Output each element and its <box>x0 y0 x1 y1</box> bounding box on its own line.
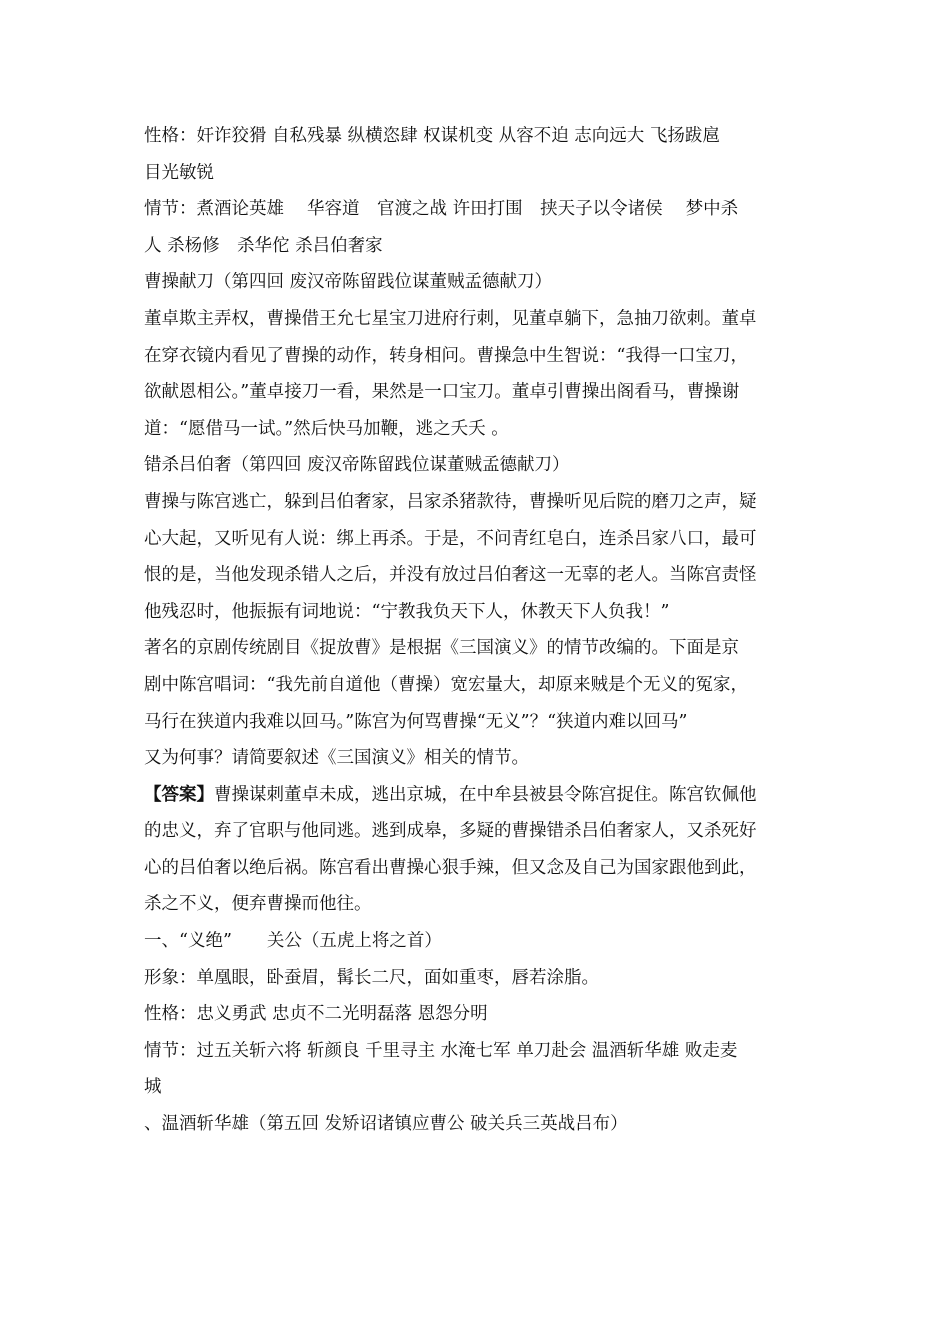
text-line: 曹操与陈宫逃亡，躲到吕伯奢家，吕家杀猪款待，曹操听见后院的磨刀之声，疑 <box>144 491 757 512</box>
text-line: 目光敏锐 <box>144 162 214 183</box>
text-line: 道：“愿借马一试。”然后快马加鞭，逃之夭夭 。 <box>144 418 509 439</box>
answer-text: 曹操谋刺董卓未成，逃出京城，在中牟县被县令陈宫捉住。陈宫钦佩他 <box>214 784 757 805</box>
answer-line: 杀之不义，便弃曹操而他往。 <box>144 894 372 915</box>
document-body <box>144 118 812 1143</box>
answer-line: 的忠义，弃了官职与他同逃。逃到成皋，多疑的曹操错杀吕伯奢家人，又杀死好 <box>144 821 757 842</box>
question-line: 马行在狭道内我难以回马。”陈宫为何骂曹操“无义”？“狭道内难以回马” <box>144 711 688 732</box>
text-line: 情节：过五关斩六将 斩颜良 千里寻主 水淹七军 单刀赴会 温酒斩华雄 败走麦 <box>144 1040 738 1061</box>
text-line: 恨的是，当他发现杀错人之后，并没有放过吕伯奢这一无辜的老人。当陈宫责怪 <box>144 565 757 586</box>
text-line: 形象：单凰眼，卧蚕眉，髯长二尺，面如重枣，唇若涂脂。 <box>144 967 599 988</box>
text-line: 人 杀杨修 杀华佗 杀吕伯奢家 <box>144 235 383 256</box>
section-heading: 曹操献刀（第四回 废汉帝陈留践位谋董贼孟德献刀） <box>144 272 553 293</box>
section-heading: 、温酒斩华雄（第五回 发矫诏诸镇应曹公 破关兵三英战吕布） <box>144 1114 628 1135</box>
text-line: 城 <box>144 1077 162 1098</box>
text-line: 心大起，又听见有人说：绑上再杀。于是，不问青红皂白，连杀吕家八口，最可 <box>144 528 757 549</box>
text-line: 性格：忠义勇武 忠贞不二光明磊落 恩怨分明 <box>144 1004 488 1025</box>
text-line: 情节：煮酒论英雄 华容道 官渡之战 许田打围 挟天子以令诸侯 梦中杀 <box>144 199 739 220</box>
text-line: 他残忍时，他振振有词地说：“宁教我负天下人，休教天下人负我！” <box>144 601 670 622</box>
question-line: 剧中陈宫唱词：“我先前自道他（曹操）宽宏量大，却原来贼是个无义的冤家， <box>144 674 748 695</box>
section-heading: 一、“义绝” 关公（五虎上将之首） <box>144 931 442 952</box>
section-heading: 错杀吕伯奢（第四回 废汉帝陈留践位谋董贼孟德献刀） <box>144 455 570 476</box>
text-line: 在穿衣镜内看见了曹操的动作，转身相问。曹操急中生智说：“我得一口宝刀， <box>144 345 748 366</box>
answer-line: 心的吕伯奢以绝后祸。陈宫看出曹操心狠手辣，但又念及自己为国家跟他到此， <box>144 857 757 878</box>
text-line: 性格：奸诈狡猾 自私残暴 纵横恣肆 权谋机变 从容不迫 志向远大 飞扬跋扈 <box>144 126 720 146</box>
text-line: 欲献恩相公。”董卓接刀一看，果然是一口宝刀。董卓引曹操出阁看马，曹操谢 <box>144 382 740 403</box>
answer-tag: 【答案】 <box>144 784 214 805</box>
question-line: 又为何事？请简要叙述《三国演义》相关的情节。 <box>144 748 529 769</box>
text-line: 董卓欺主弄权，曹操借王允七星宝刀进府行刺，见董卓躺下，急抽刀欲刺。董卓 <box>144 308 757 329</box>
question-line: 著名的京剧传统剧目《捉放曹》是根据《三国演义》的情节改编的。下面是京 <box>144 638 739 659</box>
answer-line <box>144 777 812 814</box>
